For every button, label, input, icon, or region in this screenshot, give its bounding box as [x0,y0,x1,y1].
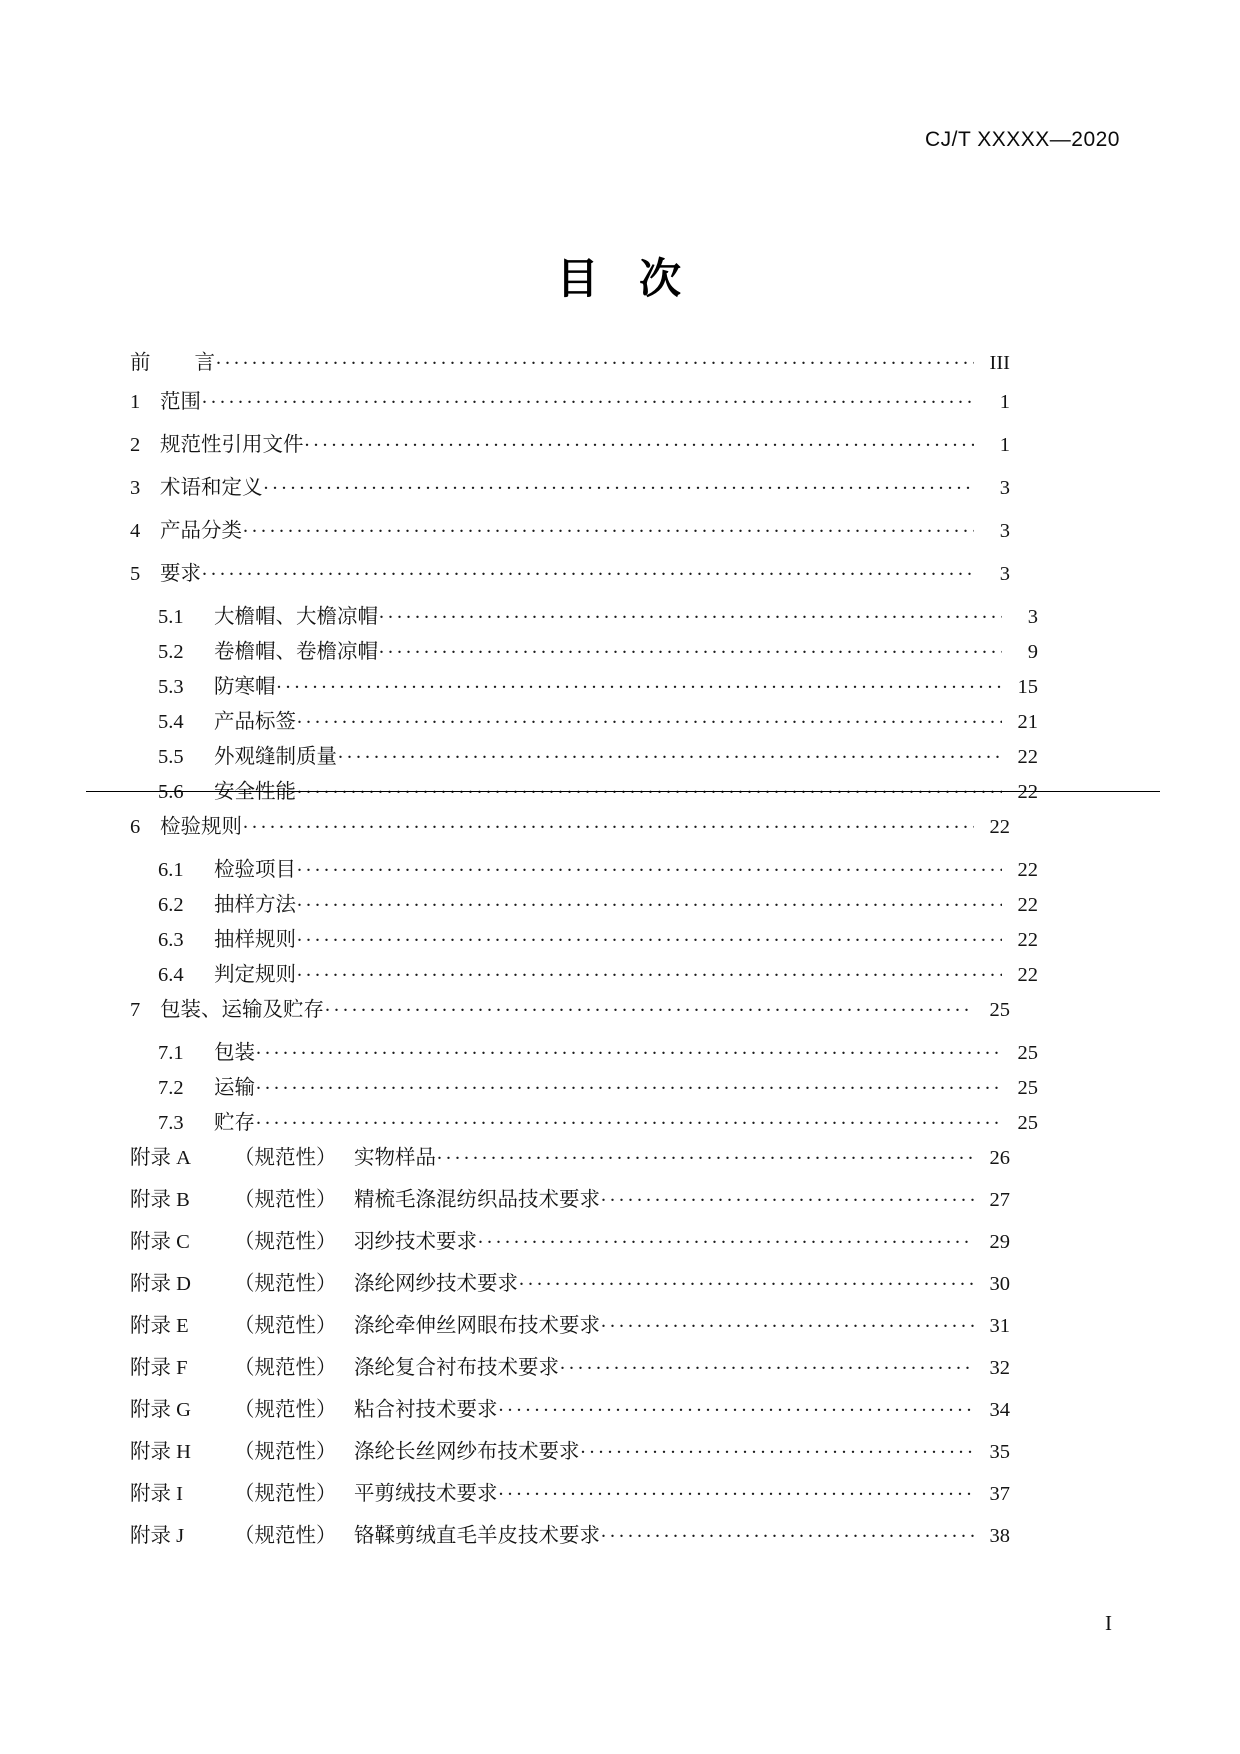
toc-page-number: 31 [989,1314,1010,1337]
toc-page-number: 3 [999,562,1010,585]
toc-entry-7-1[interactable] [130,1038,1038,1063]
toc-annex-kind: （规范性） [234,1524,337,1547]
toc-entry-label: 产品标签 [214,710,296,733]
leader-dots [601,1521,974,1542]
leader-dots [297,707,1002,728]
toc-entry-label: 实物样品 [354,1146,436,1169]
toc-page-number: 3 [1027,605,1038,628]
leader-dots [202,387,974,408]
toc-page-number: 34 [989,1398,1010,1421]
toc-annex-kind: （规范性） [234,1314,337,1337]
toc-entry-annex-I[interactable] [130,1479,1010,1504]
toc-entry-label: 羽纱技术要求 [354,1230,477,1253]
toc-entry-label: 要求 [160,562,201,585]
leader-dots [478,1227,974,1248]
toc-entry-number: 7.3 [158,1111,184,1134]
toc-entry-3[interactable] [130,473,1010,498]
toc-annex-number: 附录 I [130,1482,183,1505]
toc-entry-number: 3 [130,476,141,499]
leader-dots [297,925,1002,946]
toc-entry-number: 6 [130,815,141,838]
toc-annex-kind: （规范性） [234,1398,337,1421]
toc-entry-label: 涤纶牵伸丝网眼布技术要求 [354,1314,600,1337]
toc-page-number: 1 [999,433,1010,456]
toc-entry-annex-F[interactable] [130,1353,1010,1378]
toc-entry-label: 检验规则 [160,815,242,838]
toc-entry-label: 涤纶复合衬布技术要求 [354,1356,559,1379]
toc-annex-kind: （规范性） [234,1188,337,1211]
folio-number: I [1105,1611,1112,1635]
leader-dots [379,637,1002,658]
toc-entry-number: 7 [130,998,141,1021]
leader-dots [560,1353,974,1374]
toc-page-number: 25 [1017,1111,1038,1134]
toc-entry-5-2[interactable] [130,637,1038,662]
toc-entry-number: 7.2 [158,1076,184,1099]
page-folio [0,1611,1240,1636]
toc-entry-label: 判定规则 [214,963,296,986]
standard-code: CJ/T XXXXX—2020 [924,128,1120,151]
leader-dots [338,742,1002,763]
toc-page-number: 9 [1027,640,1038,663]
toc-entry-5-1[interactable] [130,602,1038,627]
toc-annex-kind: （规范性） [234,1482,337,1505]
toc-entry-label: 运输 [214,1076,255,1099]
toc-entry-label: 铬鞣剪绒直毛羊皮技术要求 [354,1524,600,1547]
toc-annex-number: 附录 H [130,1440,191,1463]
horizontal-rule-artifact [86,791,1160,792]
leader-dots [519,1269,974,1290]
toc-page-number: 25 [1017,1076,1038,1099]
toc-entry-label: 贮存 [214,1111,255,1134]
toc-entry-number: 6.4 [158,963,184,986]
toc-entry-label: 包装、运输及贮存 [160,998,324,1021]
leader-dots [437,1143,974,1164]
toc-annex-number: 附录 F [130,1356,188,1379]
toc-entry-7-3[interactable] [130,1108,1038,1133]
toc-annex-number: 附录 J [130,1524,185,1547]
toc-page-number: 22 [1017,893,1038,916]
leader-dots [297,890,1002,911]
leader-dots [305,430,975,451]
leader-dots [243,812,974,833]
toc-entry-number: 5.2 [158,640,184,663]
toc-annex-number: 附录 G [130,1398,191,1421]
toc-entry-number: 5.6 [158,780,184,803]
toc-entry-label: 范围 [160,390,201,413]
toc-annex-number: 附录 E [130,1314,189,1337]
toc-entry-6-2[interactable] [130,890,1038,915]
toc-entry-annex-H[interactable] [130,1437,1010,1462]
toc-entry-number: 2 [130,433,141,456]
toc-entry-label: 术语和定义 [160,476,263,499]
toc-annex-kind: （规范性） [234,1356,337,1379]
toc-page-number: 22 [1017,780,1038,803]
toc-page-number: 35 [989,1440,1010,1463]
toc-entry-number: 4 [130,519,141,542]
leader-dots [499,1479,975,1500]
toc-entry-6-1[interactable] [130,855,1038,880]
toc-entry-label: 涤纶网纱技术要求 [354,1272,518,1295]
toc-entry-4[interactable] [130,516,1010,541]
toc-entry-5-3[interactable] [130,672,1038,697]
toc-page-number: 30 [989,1272,1010,1295]
leader-dots [499,1395,975,1416]
toc-entry-5[interactable] [130,559,1010,584]
toc-entry-annex-C[interactable] [130,1227,1010,1252]
toc-entry-label: 外观缝制质量 [214,745,337,768]
page-title-char-2: 次 [639,255,684,302]
leader-dots [297,960,1002,981]
toc-entry-1[interactable] [130,387,1010,412]
toc-page-number: 37 [989,1482,1010,1505]
leader-dots [243,516,974,537]
running-header [130,128,1120,152]
toc-entry-5-6[interactable] [130,777,1038,802]
toc-page-number: 22 [989,815,1010,838]
toc-entry-annex-D[interactable] [130,1269,1010,1294]
toc-entry-number: 7.1 [158,1041,184,1064]
toc-page-number: 22 [1017,745,1038,768]
toc-entry-2[interactable] [130,430,1010,455]
toc-entry-annex-A[interactable] [130,1143,1010,1168]
toc-annex-kind: （规范性） [234,1146,337,1169]
toc-entry-number: 5.4 [158,710,184,733]
toc-annex-kind: （规范性） [234,1440,337,1463]
toc-entry-label: 大檐帽、大檐凉帽 [214,605,378,628]
leader-dots [601,1311,974,1332]
table-of-contents [130,348,1038,1563]
toc-entry-label: 粘合衬技术要求 [354,1398,498,1421]
toc-entry-annex-J[interactable] [130,1521,1010,1546]
toc-annex-number: 附录 C [130,1230,190,1253]
toc-entry-number: 5.3 [158,675,184,698]
toc-page-number: 15 [1017,675,1038,698]
toc-entry-label: 规范性引用文件 [160,433,304,456]
toc-entry-5-4[interactable] [130,707,1038,732]
leader-dots [264,473,975,494]
page-title-char-1: 目 [556,255,601,302]
toc-entry-annex-G[interactable] [130,1395,1010,1420]
toc-entry-annex-E[interactable] [130,1311,1010,1336]
toc-entry-number: 6.3 [158,928,184,951]
toc-entry-number: 6.2 [158,893,184,916]
toc-entry-annex-B[interactable] [130,1185,1010,1210]
toc-entry-label: 安全性能 [214,780,296,803]
leader-dots [277,672,1003,693]
toc-page-number: 25 [989,998,1010,1021]
toc-annex-number: 附录 D [130,1272,191,1295]
toc-page-number: 29 [989,1230,1010,1253]
toc-annex-kind: （规范性） [234,1272,337,1295]
toc-entry-label: 前 言 [130,351,215,374]
toc-entry-7-2[interactable] [130,1073,1038,1098]
toc-page-number: 3 [999,476,1010,499]
toc-entry-label: 包装 [214,1041,255,1064]
toc-entry-label: 平剪绒技术要求 [354,1482,498,1505]
leader-dots [256,1038,1002,1059]
toc-page-number: III [989,351,1010,374]
toc-entry-5-5[interactable] [130,742,1038,767]
toc-entry-label: 检验项目 [214,858,296,881]
toc-entry-label: 防寒帽 [214,675,276,698]
toc-entry-number: 5 [130,562,141,585]
toc-page-number: 26 [989,1146,1010,1169]
toc-annex-number: 附录 A [130,1146,191,1169]
leader-dots [216,348,974,369]
toc-page-number: 22 [1017,963,1038,986]
leader-dots [379,602,1002,623]
toc-entry-6-3[interactable] [130,925,1038,950]
leader-dots [297,855,1002,876]
leader-dots [256,1108,1002,1129]
toc-page-number: 22 [1017,928,1038,951]
toc-page-number: 38 [989,1524,1010,1547]
toc-page-number: 22 [1017,858,1038,881]
toc-entry-label: 卷檐帽、卷檐凉帽 [214,640,378,663]
toc-entry-label: 抽样规则 [214,928,296,951]
toc-entry-number: 6.1 [158,858,184,881]
leader-dots [581,1437,975,1458]
toc-page-number: 21 [1017,710,1038,733]
toc-page-number: 32 [989,1356,1010,1379]
toc-annex-number: 附录 B [130,1188,190,1211]
toc-entry-6-4[interactable] [130,960,1038,985]
toc-entry-label: 产品分类 [160,519,242,542]
toc-entry-7[interactable] [130,995,1010,1020]
toc-page-number: 1 [999,390,1010,413]
leader-dots [325,995,974,1016]
toc-entry-number: 1 [130,390,141,413]
toc-entry-6[interactable] [130,812,1010,837]
toc-page-number: 27 [989,1188,1010,1211]
leader-dots [202,559,974,580]
toc-annex-kind: （规范性） [234,1230,337,1253]
toc-entry-label: 精梳毛涤混纺织品技术要求 [354,1188,600,1211]
page-title [0,246,1240,306]
toc-entry-number: 5.1 [158,605,184,628]
toc-entry-preface[interactable] [130,348,1010,373]
toc-entry-number: 5.5 [158,745,184,768]
leader-dots [256,1073,1002,1094]
toc-entry-label: 抽样方法 [214,893,296,916]
leader-dots [601,1185,974,1206]
toc-page-number: 25 [1017,1041,1038,1064]
toc-page-number: 3 [999,519,1010,542]
toc-entry-label: 涤纶长丝网纱布技术要求 [354,1440,580,1463]
leader-dots [297,777,1002,798]
